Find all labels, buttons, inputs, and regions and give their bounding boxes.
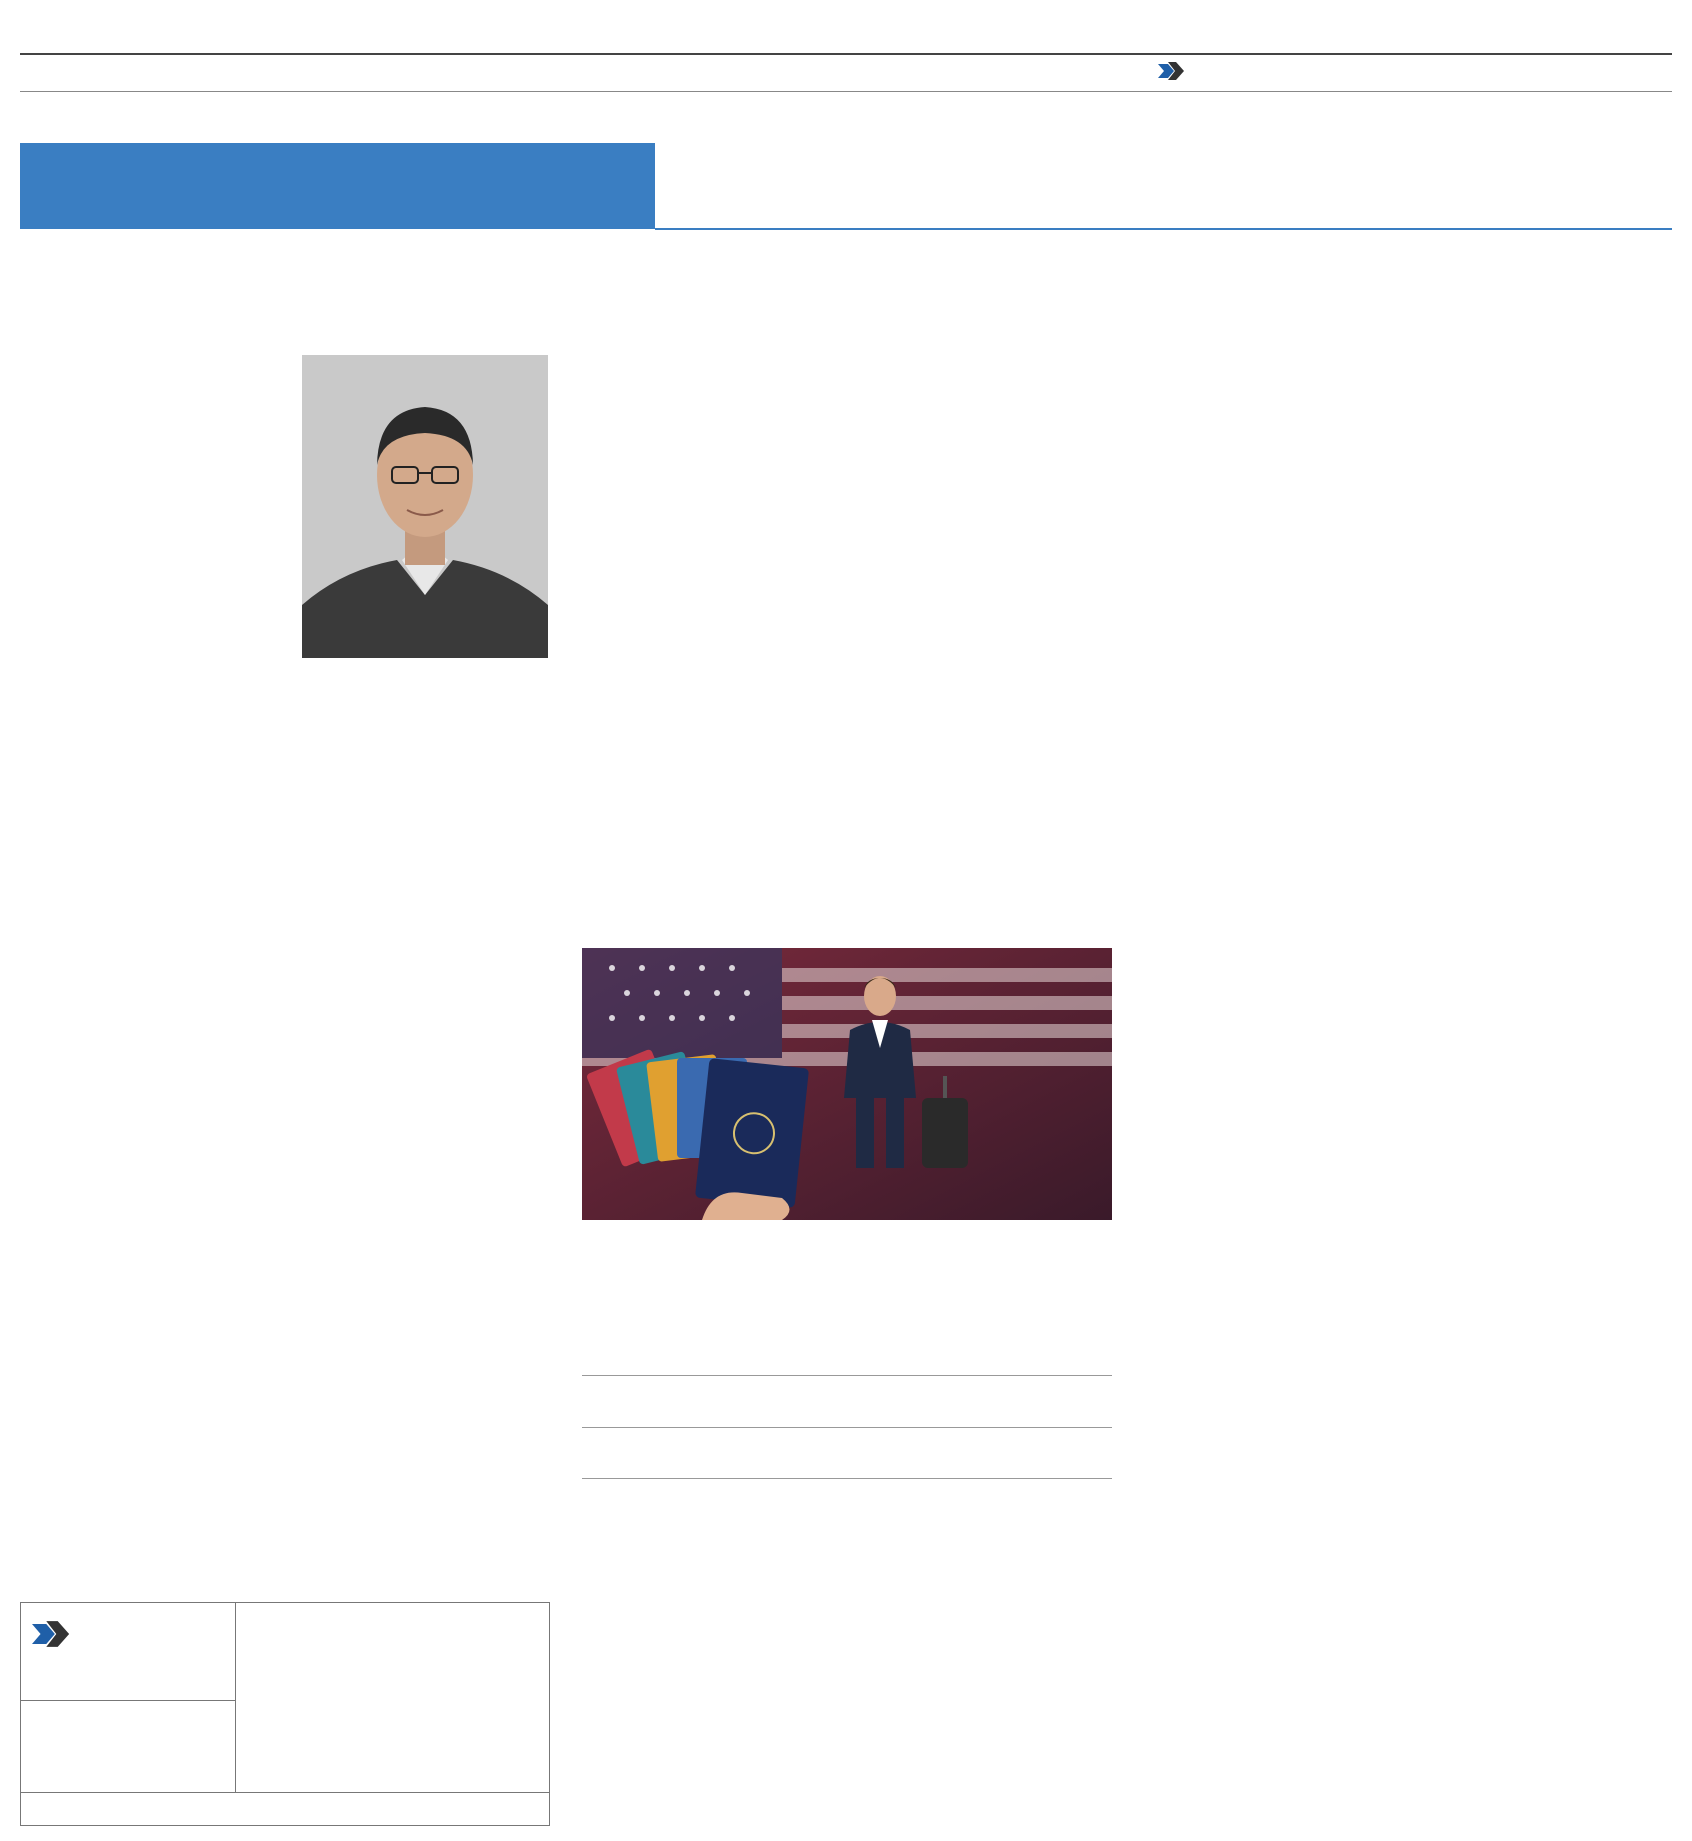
- header-logo: [1158, 60, 1192, 82]
- article-column-4: [858, 348, 1114, 926]
- article-column-3-continued: [582, 1496, 838, 1841]
- header-top-rule: [20, 53, 1672, 55]
- article-headline: [680, 143, 1670, 229]
- article-column-6: [1420, 348, 1672, 1538]
- headline-rule: [655, 228, 1672, 230]
- article-column-5: [1140, 348, 1396, 1841]
- newspaper-logo-icon: [32, 1618, 72, 1650]
- masthead-divider: [235, 1602, 236, 1792]
- article-column-1: [20, 348, 276, 1598]
- article-column-2: [302, 740, 558, 1598]
- column-banner: [20, 143, 655, 229]
- law-office-info: [1440, 1550, 1672, 1576]
- pull-quote-rule: [582, 1478, 1112, 1479]
- pull-quote-rule: [582, 1375, 1112, 1376]
- visa-eb2-image: [582, 948, 1112, 1220]
- pull-quote-rule: [582, 1427, 1112, 1428]
- article-column-4-continued: [858, 1496, 1114, 1841]
- masthead-footer: [20, 1792, 550, 1826]
- masthead-logo: [32, 1618, 80, 1650]
- portrait-image: [302, 355, 548, 658]
- article-column-3: [582, 348, 838, 926]
- newspaper-logo-icon: [1158, 60, 1186, 82]
- author-photo: [302, 355, 548, 658]
- masthead-divider: [20, 1700, 235, 1701]
- visa-illustration: [582, 948, 1112, 1220]
- header-bottom-rule: [20, 91, 1672, 92]
